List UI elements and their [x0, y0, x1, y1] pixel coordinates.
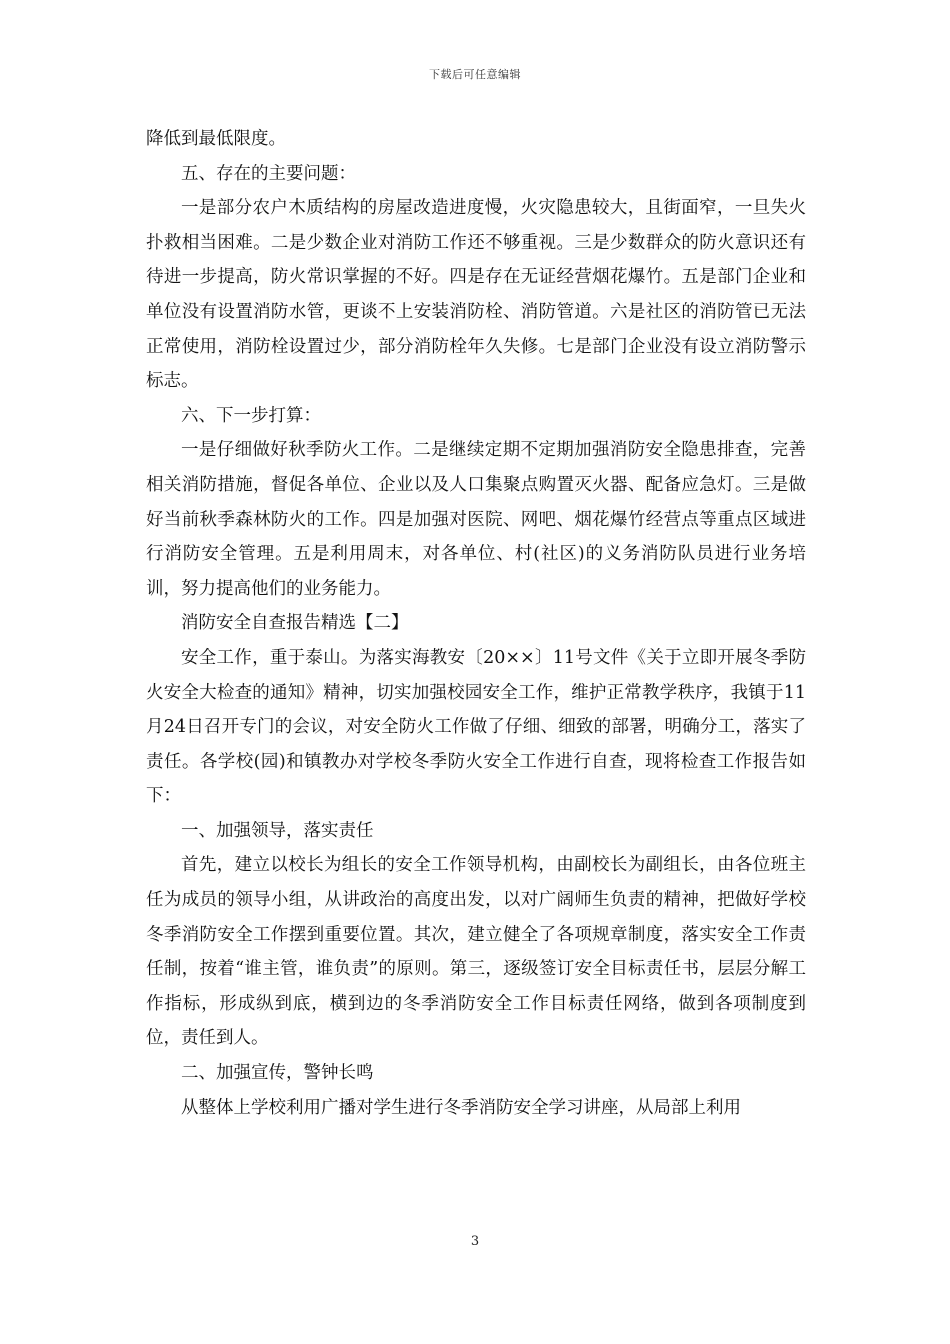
paragraph-publicity: 从整体上学校利用广播对学生进行冬季消防安全学习讲座，从局部上利用 — [181, 1097, 741, 1118]
page-header: 下载后可任意编辑 — [429, 68, 521, 81]
paragraph-intro: 安全工作，重于泰山。为落实海教安〔20××〕11号文件《关于立即开展冬季防火安全大检查的通知》精神，切实加强校园安全工作，维护正常教学秩序，我镇于11月24日召开专门的会议，对安全防火工作做了仔细、细致的部署，明确分工，落实了责任。各学校(园)和镇教办对学校冬季防火安全工作进行自查，现将检查工作报告如下： — [146, 647, 806, 807]
section-heading-publicity: 二、加强宣传，警钟长鸣 — [181, 1063, 374, 1084]
paragraph-1: 降低到最低限度。 — [146, 129, 286, 149]
page-number: 3 — [470, 1234, 480, 1249]
report-title-two: 消防安全自查报告精选【二】 — [181, 613, 409, 634]
section-heading-leadership: 一、加强领导，落实责任 — [181, 820, 374, 841]
section-heading-next-steps: 六、下一步打算： — [181, 405, 321, 426]
paragraph-problems: 一是部分农户木质结构的房屋改造进度慢，火灾隐患较大，且街面窄，一旦失火扑救相当困难。二是少数企业对消防工作还不够重视。三是少数群众的防火意识还有待进一步提高，防火常识掌握的不好。四是存在无证经营烟花爆竹。五是部门企业和单位没有设置消防水管，更谈不上安装消防栓、消防管道。六是社区的消防管已无法正常使用，消防栓设置过少，部分消防栓年久失修。七是部门企业没有设立消防警示标志。 — [146, 198, 806, 392]
section-heading-problems: 五、存在的主要问题： — [181, 163, 356, 184]
paragraph-leadership: 首先，建立以校长为组长的安全工作领导机构，由副校长为副组长，由各位班主任为成员的领导小组，从讲政治的高度出发，以对广阔师生负责的精神，把做好学校冬季消防安全工作摆到重要位置。其次，建立健全了各项规章制度，落实安全工作责任制，按着“谁主管，谁负责”的原则。第三，逐级签订安全目标责任书，层层分解工作指标，形成纵到底，横到边的冬季消防安全工作目标责任网络，做到各项制度到位，责任到人。 — [146, 855, 806, 1049]
paragraph-next-steps: 一是仔细做好秋季防火工作。二是继续定期不定期加强消防安全隐患排查，完善相关消防措施，督促各单位、企业以及人口集聚点购置灭火器、配备应急灯。三是做好当前秋季森林防火的工作。四是加强对医院、网吧、烟花爆竹经营点等重点区域进行消防安全管理。五是利用周末，对各单位、村(社区)的义务消防队员进行业务培训，努力提高他们的业务能力。 — [146, 440, 806, 599]
document-body — [146, 122, 806, 1125]
